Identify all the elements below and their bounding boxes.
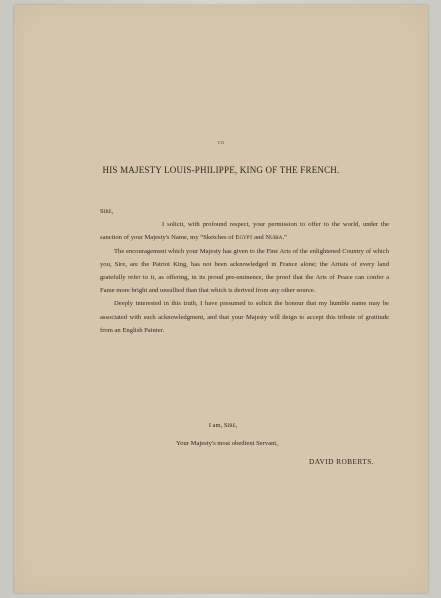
closing-line-1 (16, 422, 430, 429)
and-word: and (252, 234, 266, 242)
paragraph-3: Deeply interested in this truth, I have presumed to solicit the honour that my humble name may be associated with such acknowledgment, and that your Majesty will deign to accept this tribute of gratitude from an English Painter. (100, 300, 389, 334)
paragraph-1 (100, 218, 389, 244)
closing-i-am: I am, (208, 422, 224, 429)
egypt-word: Egypt (235, 234, 253, 242)
signature: DAVID ROBERTS. (309, 457, 374, 466)
closing-comma: , (235, 422, 238, 429)
dedication-label: TO (217, 140, 225, 145)
paragraph-1-text: I solicit, with profound respect, your permission to offer to the world, under the sanction of your Majesty's Name, my “Sketches of (100, 221, 389, 242)
document-page (14, 5, 428, 593)
nubia-word: Nubia (265, 234, 283, 242)
salutation: Sire, (100, 208, 114, 215)
closing-sire: Sire (223, 422, 236, 429)
paragraph-1-end: .” (282, 234, 287, 242)
letter-body (100, 205, 389, 337)
closing-line-2: Your Majesty's most obedient Servant, (176, 440, 278, 447)
dedication-title: HIS MAJESTY LOUIS-PHILIPPE, KING OF THE FRENCH. (102, 165, 340, 175)
paragraph-2: The encouragement which your Majesty has given to the Fine Arts of the enlightened Country of which you, Sire, are the Patriot King, has not been acknowledged in France alone; the Artists of every land gratefully refer to it, as offering, in its proud pre-eminence, the proof that the Arts of Peace can confer a Fame more bright and unsullied than that which is derived from any other source. (100, 247, 389, 295)
